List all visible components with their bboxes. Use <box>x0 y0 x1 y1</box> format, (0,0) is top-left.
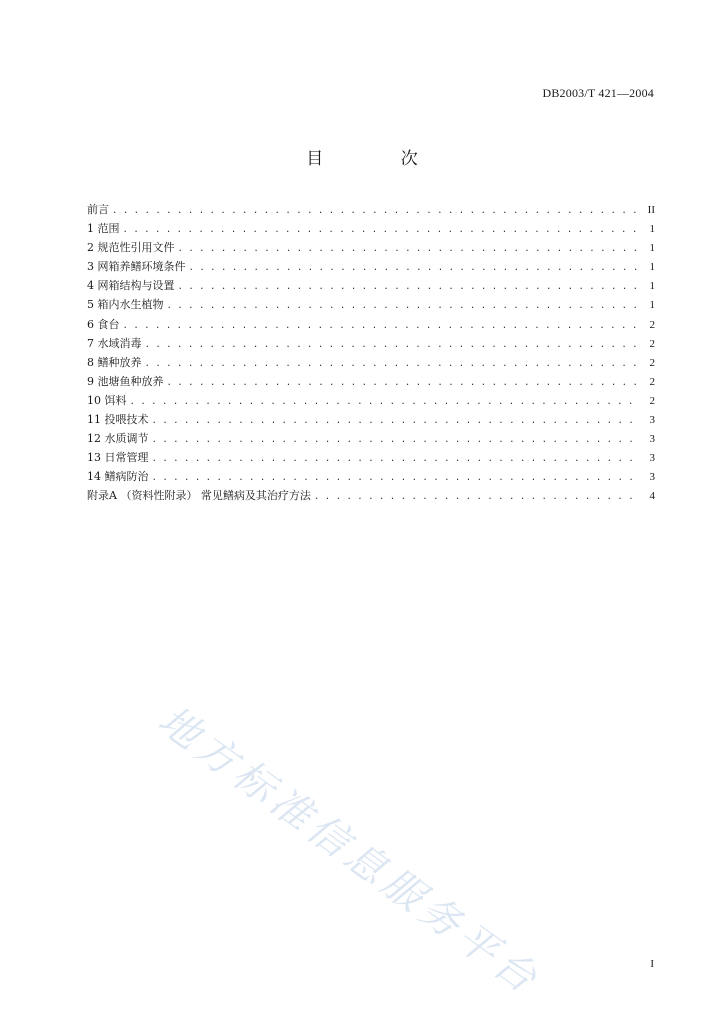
toc-leader-dots <box>145 336 638 355</box>
toc-leader-dots <box>152 431 638 450</box>
toc-entry-page: 2 <box>649 356 655 369</box>
toc-entry-label: 6 食台 <box>87 317 120 331</box>
toc-entry-label: 4 网箱结构与设置 <box>87 279 175 293</box>
toc-leader-dots <box>112 202 637 221</box>
toc-leader-dots <box>123 221 638 240</box>
toc-entry-2[interactable] <box>87 238 655 257</box>
toc-entry-page: 2 <box>649 337 655 350</box>
document-number: DB2003/T 421—2004 <box>542 86 654 100</box>
toc-entry-page: 4 <box>649 490 655 503</box>
toc-entry-page: 3 <box>649 452 655 465</box>
toc-entry-1[interactable] <box>87 219 655 238</box>
toc-entry-label: 12 水质调节 <box>87 432 149 446</box>
toc-entry-page: 2 <box>649 394 655 407</box>
toc-entry-5[interactable] <box>87 295 655 314</box>
toc-entry-4[interactable] <box>87 276 655 295</box>
toc-entry-3[interactable] <box>87 257 655 276</box>
toc-entry-label: 14 鳝病防治 <box>87 470 149 484</box>
table-of-contents <box>87 200 655 506</box>
toc-leader-dots <box>167 297 638 316</box>
toc-entry-page: 1 <box>649 242 655 255</box>
toc-entry-label: 1 范围 <box>87 222 120 236</box>
toc-entry-page: 3 <box>649 471 655 484</box>
toc-entry-page: II <box>647 204 655 216</box>
toc-leader-dots <box>145 355 638 374</box>
toc-entry-page: 3 <box>649 433 655 446</box>
toc-entry-10[interactable] <box>87 391 655 410</box>
toc-leader-dots <box>152 412 638 431</box>
toc-entry-label: 11 投喂技术 <box>87 413 149 427</box>
toc-leader-dots <box>314 488 637 507</box>
toc-entry-13[interactable] <box>87 448 655 467</box>
toc-leader-dots <box>167 374 638 393</box>
toc-entry-8[interactable] <box>87 353 655 372</box>
toc-entry-page: 1 <box>649 261 655 274</box>
toc-entry-label: 8 鳝种放养 <box>87 355 142 369</box>
toc-title: 目 次 <box>306 149 454 169</box>
toc-entry-page: 2 <box>649 375 655 388</box>
toc-entry-9[interactable] <box>87 372 655 391</box>
toc-entry-page: 1 <box>649 223 655 236</box>
toc-entry-label: 7 水域消毒 <box>87 336 142 350</box>
toc-entry-page: 1 <box>649 299 655 312</box>
watermark: 地方标准信息服务平台 <box>149 697 549 1005</box>
toc-leader-dots <box>189 259 638 278</box>
toc-entry-label: 附录A （资料性附录） 常见鳝病及其治疗方法 <box>87 489 311 503</box>
toc-entry-label: 9 池塘鱼种放养 <box>87 374 164 388</box>
toc-entry-label: 13 日常管理 <box>87 451 149 465</box>
toc-entry-page: 2 <box>649 318 655 331</box>
toc-entry-12[interactable] <box>87 429 655 448</box>
toc-leader-dots <box>123 317 638 336</box>
toc-entry-label: 3 网箱养鳝环境条件 <box>87 260 186 274</box>
toc-entry-6[interactable] <box>87 315 655 334</box>
toc-entry-appendix-a[interactable] <box>87 486 655 505</box>
toc-leader-dots <box>178 240 638 259</box>
toc-entry-label: 10 饵料 <box>87 393 127 407</box>
toc-entry-foreword[interactable] <box>87 200 655 219</box>
toc-leader-dots <box>178 278 638 297</box>
toc-entry-page: 3 <box>649 414 655 427</box>
toc-leader-dots <box>152 450 638 469</box>
page-number: I <box>650 958 654 970</box>
toc-entry-page: 1 <box>649 280 655 293</box>
toc-leader-dots <box>130 393 638 412</box>
toc-entry-7[interactable] <box>87 334 655 353</box>
toc-entry-14[interactable] <box>87 467 655 486</box>
toc-entry-11[interactable] <box>87 410 655 429</box>
toc-entry-label: 前言 <box>87 203 109 216</box>
toc-entry-label: 5 箱内水生植物 <box>87 298 164 312</box>
toc-entry-label: 2 规范性引用文件 <box>87 241 175 255</box>
